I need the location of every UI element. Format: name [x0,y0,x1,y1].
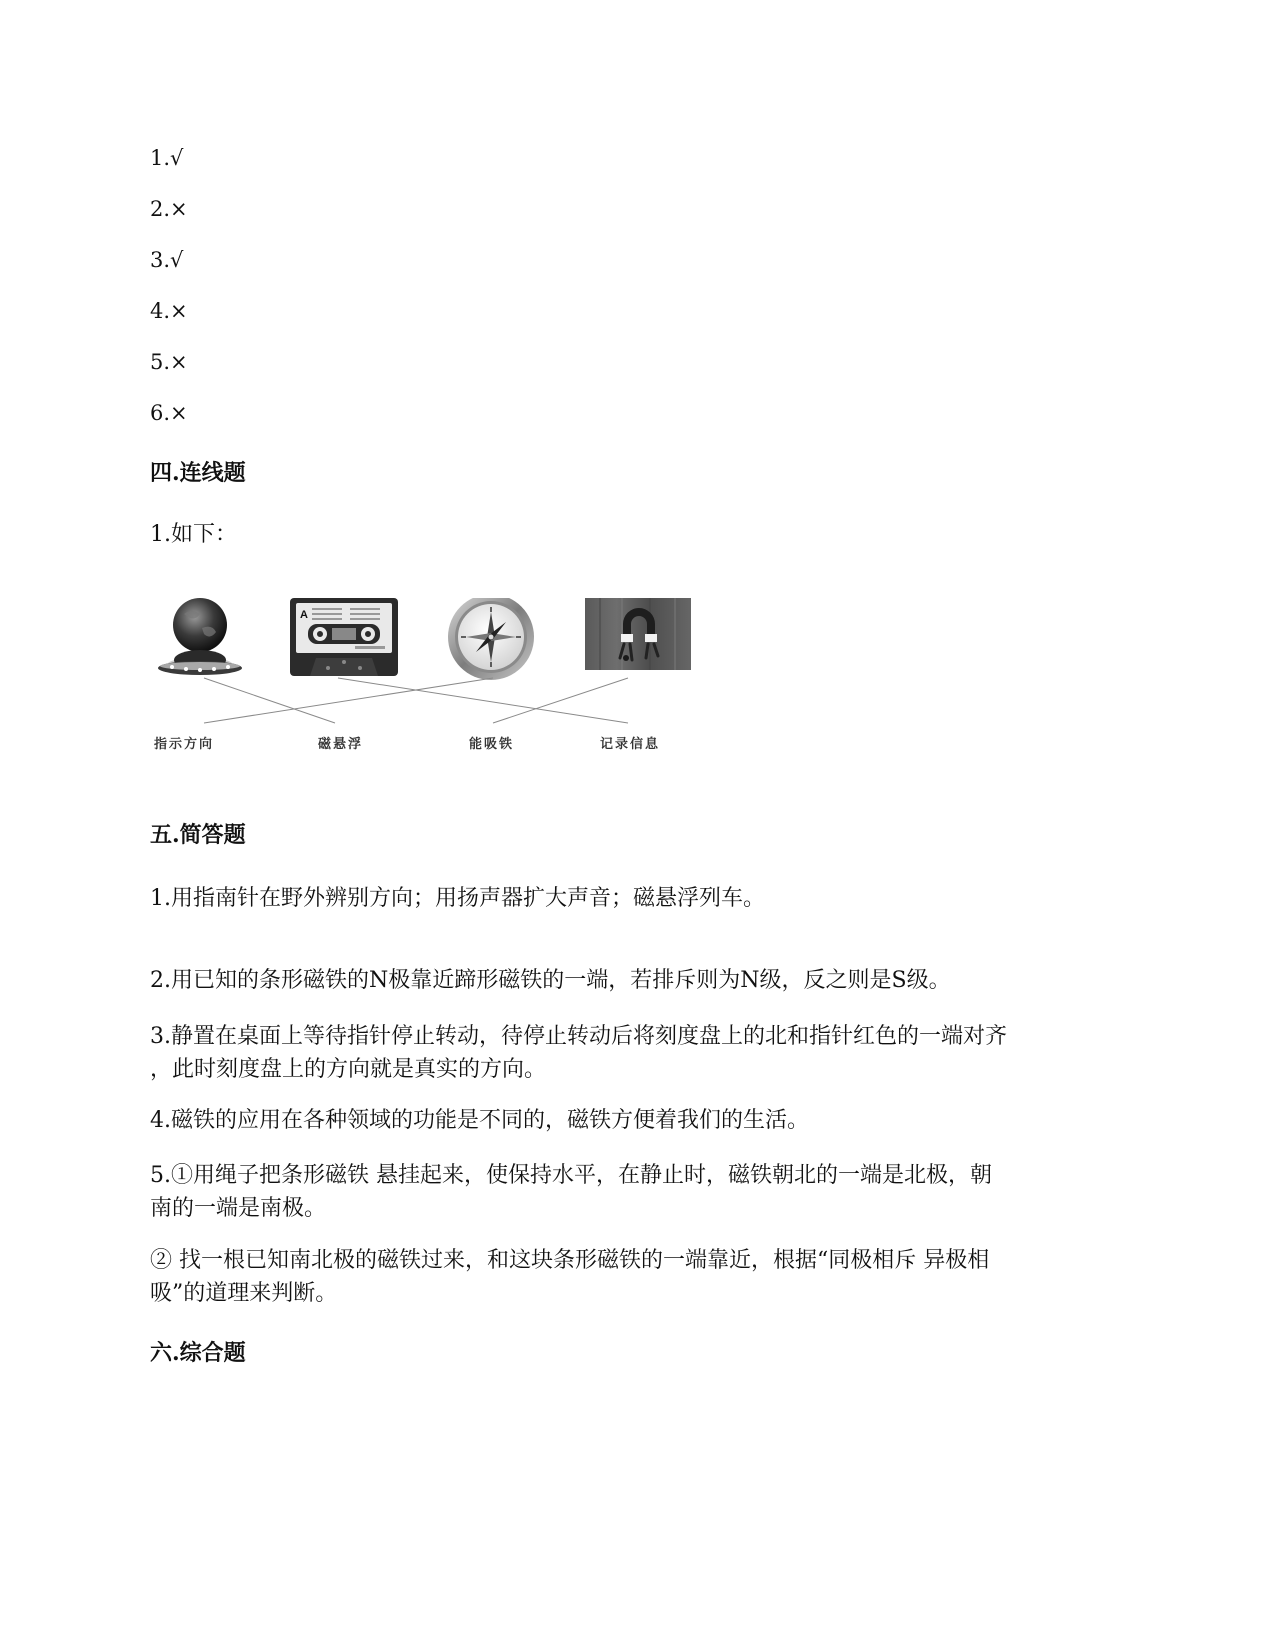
answer-1: 1.√ [150,146,184,170]
section-5-heading: 五.简答题 [150,822,246,848]
short-answer-5-part-2: ② 找一根已知南北极的磁铁过来，和这块条形磁铁的一端靠近，根据“同极相斥 异极相 吸”的道理来判断。 [150,1248,990,1306]
maglev-globe-image [158,598,242,675]
label-direction: 指示方向 [154,737,215,752]
line-maglev-to-maglev-label [204,678,335,723]
section-6-heading: 六.综合题 [150,1340,246,1366]
matching-lines [204,678,628,723]
label-attract-iron: 能吸铁 [469,737,515,752]
section-4-heading: 四.连线题 [150,460,246,486]
horseshoe-magnet-image [585,598,691,670]
answer-3: 3.√ [150,248,184,272]
compass-image [448,598,534,680]
short-answer-3: 3.静置在桌面上等待指针停止转动，待停止转动后将刻度盘上的北和指针红色的一端对齐 ，此时刻度盘上的方向就是真实的方向。 [150,1024,1007,1082]
answer-6: 6.× [150,401,188,425]
label-record-info: 记录信息 [600,737,661,752]
answer-2: 2.× [150,197,188,221]
label-maglev: 磁悬浮 [318,737,364,752]
line-compass-to-direction-label [204,678,493,723]
line-magnet-to-iron-label [493,678,628,723]
section-4-item-1: 1.如下： [150,522,237,547]
answer-4: 4.× [150,299,188,323]
short-answer-2: 2.用已知的条形磁铁的N极靠近蹄形磁铁的一端，若排斥则为N级，反之则是S级。 [150,968,951,993]
short-answer-5: 5.①用绳子把条形磁铁 悬挂起来，使保持水平，在静止时，磁铁朝北的一端是北极，朝 南的一端是南极。 [150,1163,992,1221]
short-answer-1: 1.用指南针在野外辨别方向；用扬声器扩大声音；磁悬浮列车。 [150,886,765,911]
matching-figure [150,598,740,798]
cassette-tape-image [290,598,398,676]
cassette-letter: A [300,609,308,621]
answer-5: 5.× [150,350,188,374]
line-cassette-to-record-label [338,678,628,723]
short-answer-4: 4.磁铁的应用在各种领域的功能是不同的，磁铁方便着我们的生活。 [150,1108,809,1133]
